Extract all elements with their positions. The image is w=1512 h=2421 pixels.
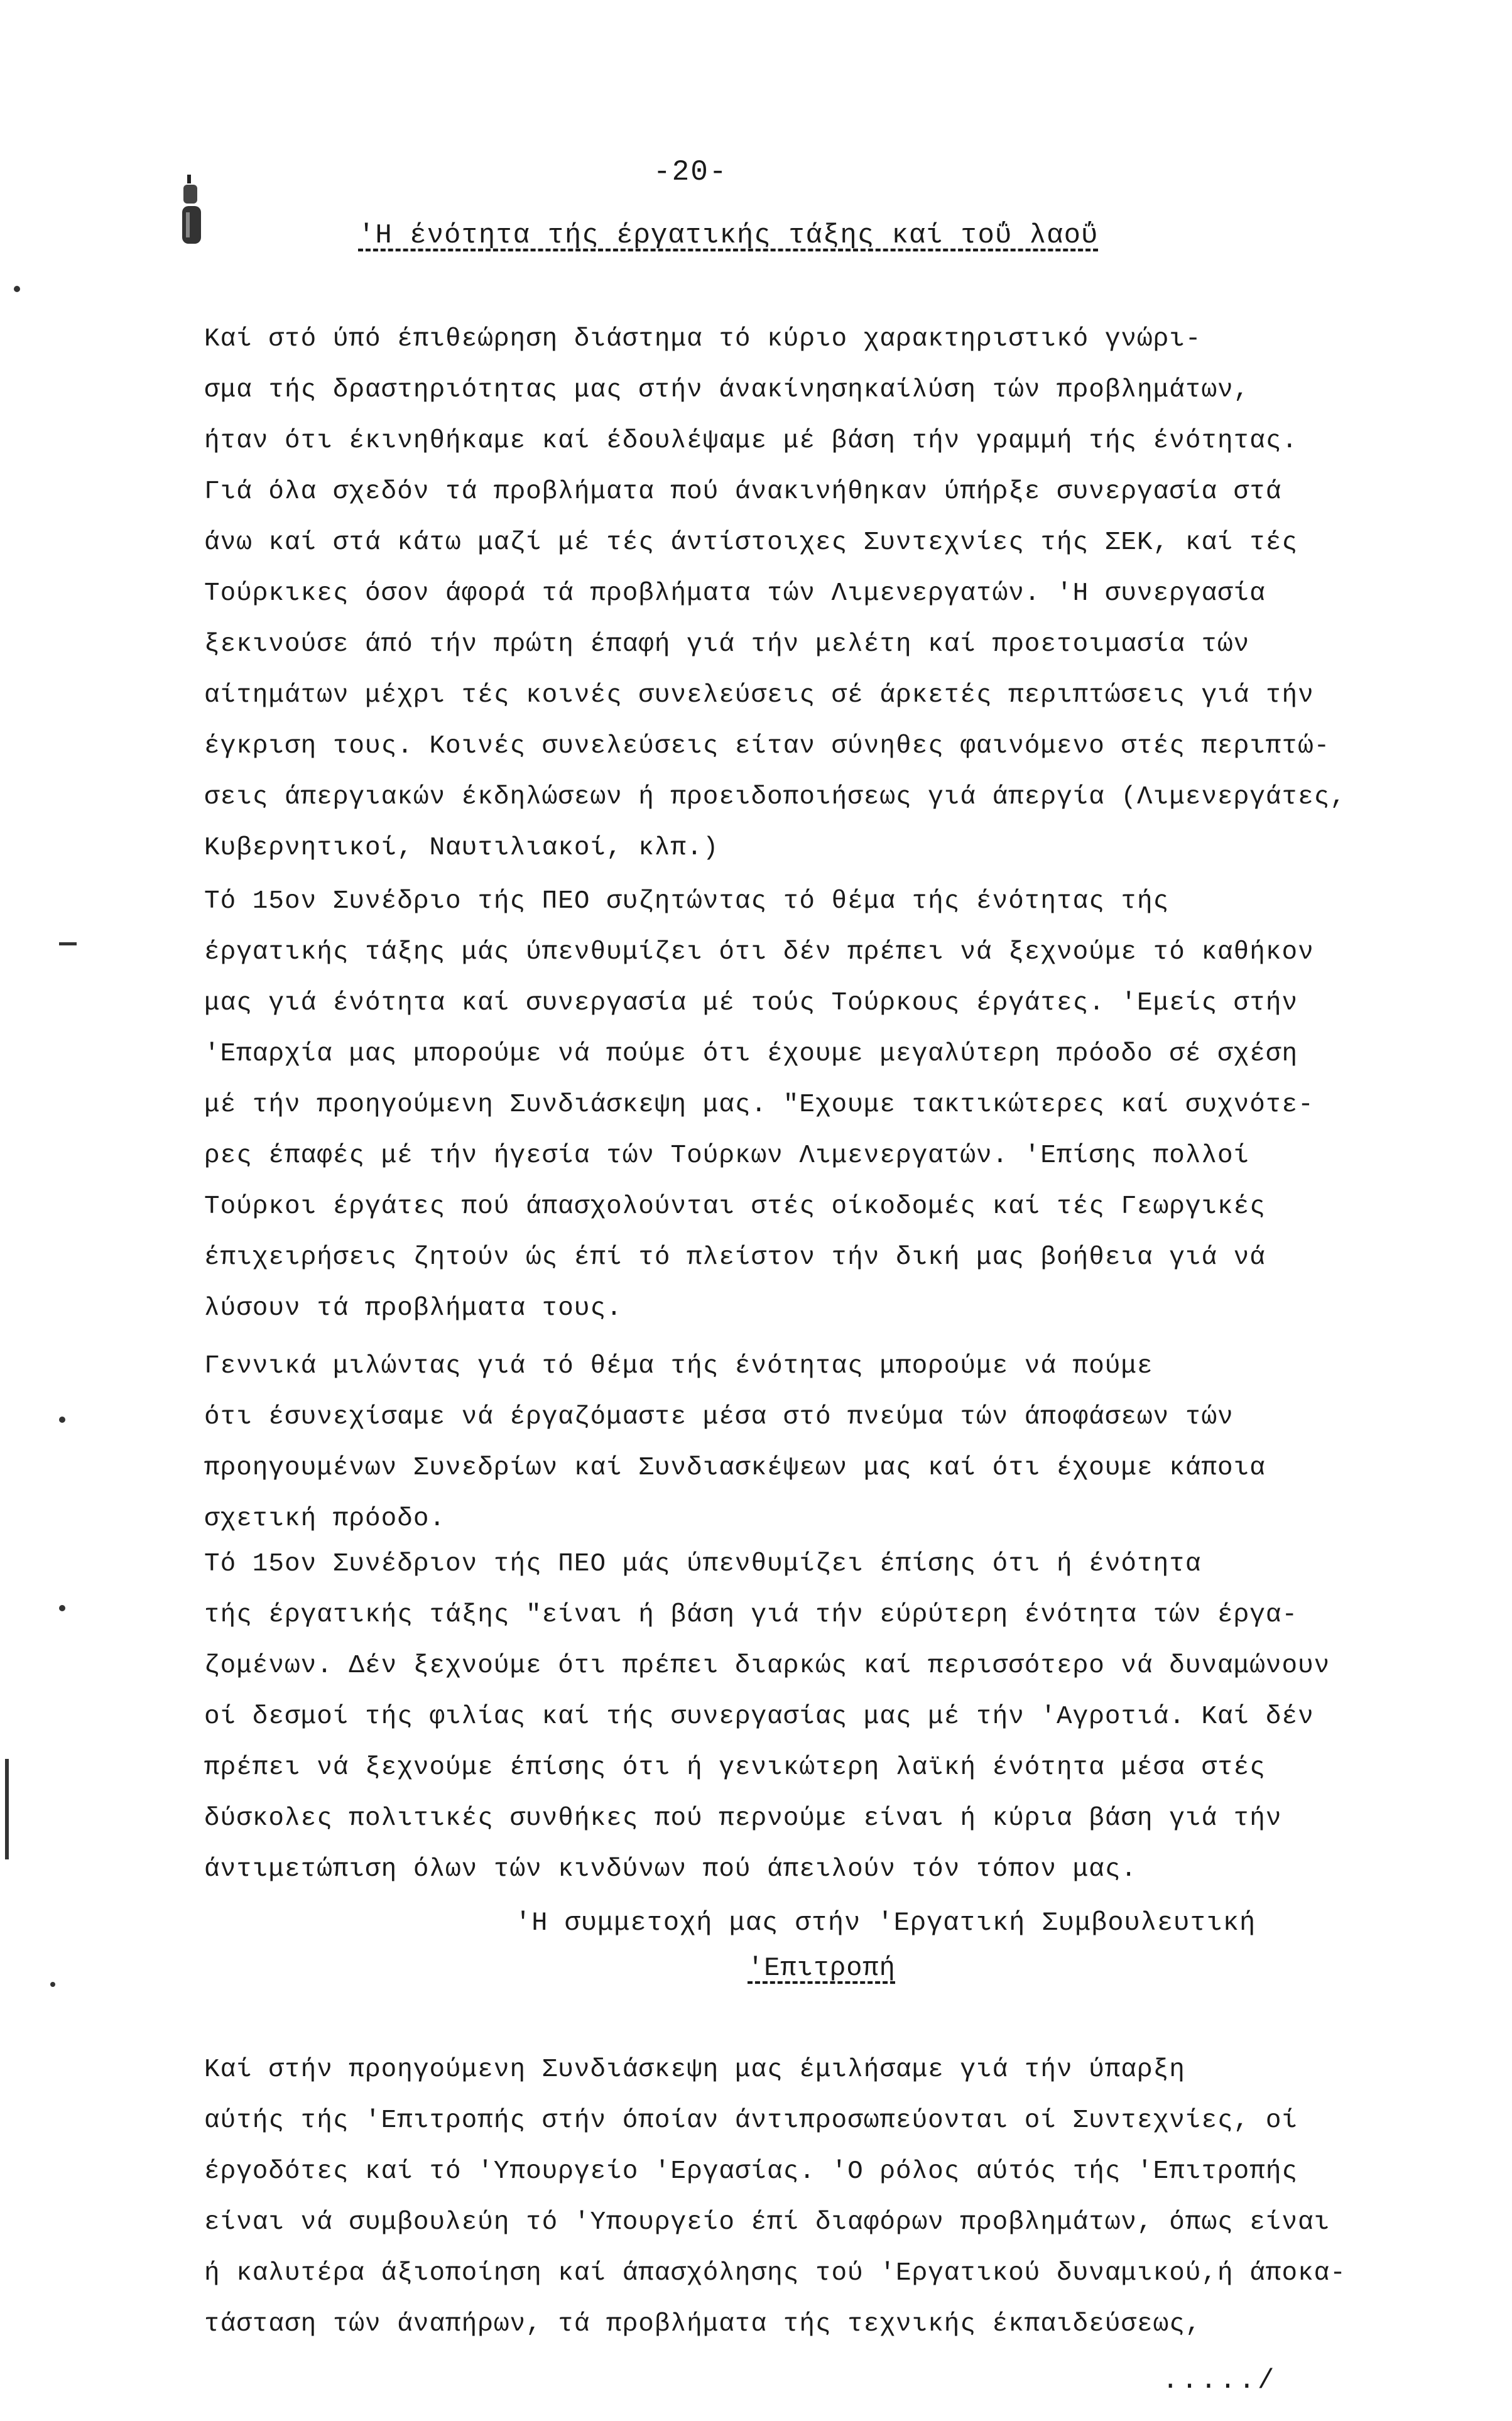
- text-line: Τό 15ον Συνέδριο τής ΠΕΟ συζητώντας τό θέμα τής ένότητας τής: [204, 887, 1170, 916]
- text-line: μας γιά ένότητα καί συνεργασία μέ τούς Τούρκους έργάτες. 'Εμείς στήν: [204, 989, 1298, 1018]
- section-heading-unity: 'Η ένότητα τής έργατικής τάξης καί τοΰ λαοΰ: [358, 220, 1099, 251]
- archive-stamp-icon: [181, 175, 204, 250]
- section-heading-committee: [515, 1900, 1256, 1991]
- text-line: έργοδότες καί τό 'Υπουργείο 'Εργασίας. 'Ο ρόλος αύτός τής 'Επιτροπής: [204, 2157, 1298, 2186]
- text-line: ξεκινούσε άπό τήν πρώτη έπαφή γιά τήν μελέτη καί προετοιμασία τών: [204, 630, 1250, 659]
- text-line: ήταν ότι έκινηθήκαμε καί έδουλέψαμε μέ βάση τήν γραμμή τής ένότητας.: [204, 427, 1298, 455]
- margin-dot: [59, 1605, 65, 1611]
- text-line: Τό 15ον Συνέδριον τής ΠΕΟ μάς ύπενθυμίζει έπίσης ότι ή ένότητα: [204, 1550, 1202, 1579]
- section-heading-committee-line2: 'Επιτροπή: [748, 1953, 896, 1983]
- text-line: οί δεσμοί τής φιλίας καί τής συνεργασίας μας μέ τήν 'Αγροτιά. Καί δέν: [204, 1702, 1314, 1731]
- margin-dot: [59, 942, 77, 945]
- text-line: Καί στό ύπό έπιθεώρηση διάστημα τό κύριο χαρακτηριστικό γνώρι-: [204, 325, 1202, 354]
- text-line: δύσκολες πολιτικές συνθήκες πού περνούμε είναι ή κύρια βάση γιά τήν: [204, 1804, 1282, 1833]
- text-line: ρες έπαφές μέ τήν ήγεσία τών Τούρκων Λιμενεργατών. 'Επίσης πολλοί: [204, 1141, 1250, 1170]
- text-line: Τούρκοι έργάτες πού άπασχολούνται στές οίκοδομές καί τές Γεωργικές: [204, 1192, 1266, 1221]
- paragraph-1: [204, 314, 1429, 874]
- margin-dot: [14, 286, 20, 292]
- paragraph-2: [204, 876, 1429, 1334]
- text-line: σεις άπεργιακών έκδηλώσεων ή προειδοποιήσεως γιά άπεργία (Λιμενεργάτες,: [204, 783, 1346, 812]
- text-line: ότι έσυνεχίσαμε νά έργαζόμαστε μέσα στό πνεύμα τών άποφάσεων τών: [204, 1403, 1234, 1432]
- text-line: λύσουν τά προβλήματα τους.: [204, 1294, 623, 1323]
- text-line: 'Επαρχία μας μπορούμε νά πούμε ότι έχουμε μεγαλύτερη πρόοδο σέ σχέση: [204, 1040, 1298, 1069]
- continuation-mark: ...../: [1162, 2365, 1277, 2397]
- text-line: πρέπει νά ξεχνούμε έπίσης ότι ή γενικώτερη λαϊκή ένότητα μέσα στές: [204, 1753, 1266, 1782]
- text-line: έπιχειρήσεις ζητούν ώς έπί τό πλείστον τήν δική μας βοήθεια γιά νά: [204, 1243, 1266, 1272]
- text-line: έγκριση τους. Κοινές συνελεύσεις είταν σύνηθες φαινόμενο στές περιπτώ-: [204, 732, 1330, 761]
- text-line: Καί στήν προηγούμενη Συνδιάσκεψη μας έμιλήσαμε γιά τήν ύπαρξη: [204, 2055, 1185, 2084]
- margin-rule: [5, 1759, 9, 1859]
- text-line: τάσταση τών άναπήρων, τά προβλήματα τής τεχνικής έκπαιδεύσεως,: [204, 2310, 1202, 2339]
- paragraph-4: [204, 1539, 1429, 1895]
- text-line: αίτημάτων μέχρι τές κοινές συνελεύσεις σέ άρκετές περιπτώσεις γιά τήν: [204, 681, 1314, 710]
- text-line: μέ τήν προηγούμενη Συνδιάσκεψη μας. "Εχουμε τακτικώτερες καί συχνότε-: [204, 1091, 1314, 1119]
- text-line: άνω καί στά κάτω μαζί μέ τές άντίστοιχες Συντεχνίες τής ΣΕΚ, καί τές: [204, 528, 1298, 557]
- text-line: Κυβερνητικοί, Ναυτιλιακοί, κλπ.): [204, 834, 719, 862]
- text-line: είναι νά συμβουλεύη τό 'Υπουργείο έπί διαφόρων προβλημάτων, όπως είναι: [204, 2208, 1330, 2237]
- text-line: άντιμετώπιση όλων τών κινδύνων πού άπειλούν τόν τόπον μας.: [204, 1855, 1138, 1884]
- page-number: -20-: [653, 156, 728, 188]
- text-line: τής έργατικής τάξης "είναι ή βάση γιά τήν εύρύτερη ένότητα τών έργα-: [204, 1601, 1298, 1629]
- text-line: Γεννικά μιλώντας γιά τό θέμα τής ένότητας μπορούμε νά πούμε: [204, 1352, 1153, 1381]
- margin-dot: [59, 1417, 65, 1423]
- text-line: Τούρκικες όσον άφορά τά προβλήματα τών Λιμενεργατών. 'Η συνεργασία: [204, 579, 1266, 608]
- text-line: σχετική πρόοδο.: [204, 1504, 446, 1533]
- section-heading-committee-line1: 'Η συμμετοχή μας στήν 'Εργατική Συμβουλευτική: [515, 1908, 1256, 1938]
- text-line: αύτής τής 'Επιτροπής στήν όποίαν άντιπροσωπεύονται οί Συντεχνίες, οί: [204, 2106, 1298, 2135]
- margin-dot: [50, 1982, 55, 1987]
- text-line: ή καλυτέρα άξιοποίηση καί άπασχόλησης τού 'Εργατικού δυναμικού,ή άποκα-: [204, 2259, 1346, 2288]
- text-line: προηγουμένων Συνεδρίων καί Συνδιασκέψεων μας καί ότι έχουμε κάποια: [204, 1454, 1266, 1483]
- text-line: έργατικής τάξης μάς ύπενθυμίζει ότι δέν πρέπει νά ξεχνούμε τό καθήκον: [204, 938, 1314, 967]
- text-line: σμα τής δραστηριότητας μας στήν άνακίνησηκαίλύση τών προβλημάτων,: [204, 376, 1250, 405]
- text-line: Γιά όλα σχεδόν τά προβλήματα πού άνακινήθηκαν ύπήρξε συνεργασία στά: [204, 477, 1282, 506]
- paragraph-5: [204, 2045, 1429, 2350]
- paragraph-3: [204, 1341, 1429, 1545]
- text-line: ζομένων. Δέν ξεχνούμε ότι πρέπει διαρκώς καί περισσότερο νά δυναμώνουν: [204, 1651, 1330, 1680]
